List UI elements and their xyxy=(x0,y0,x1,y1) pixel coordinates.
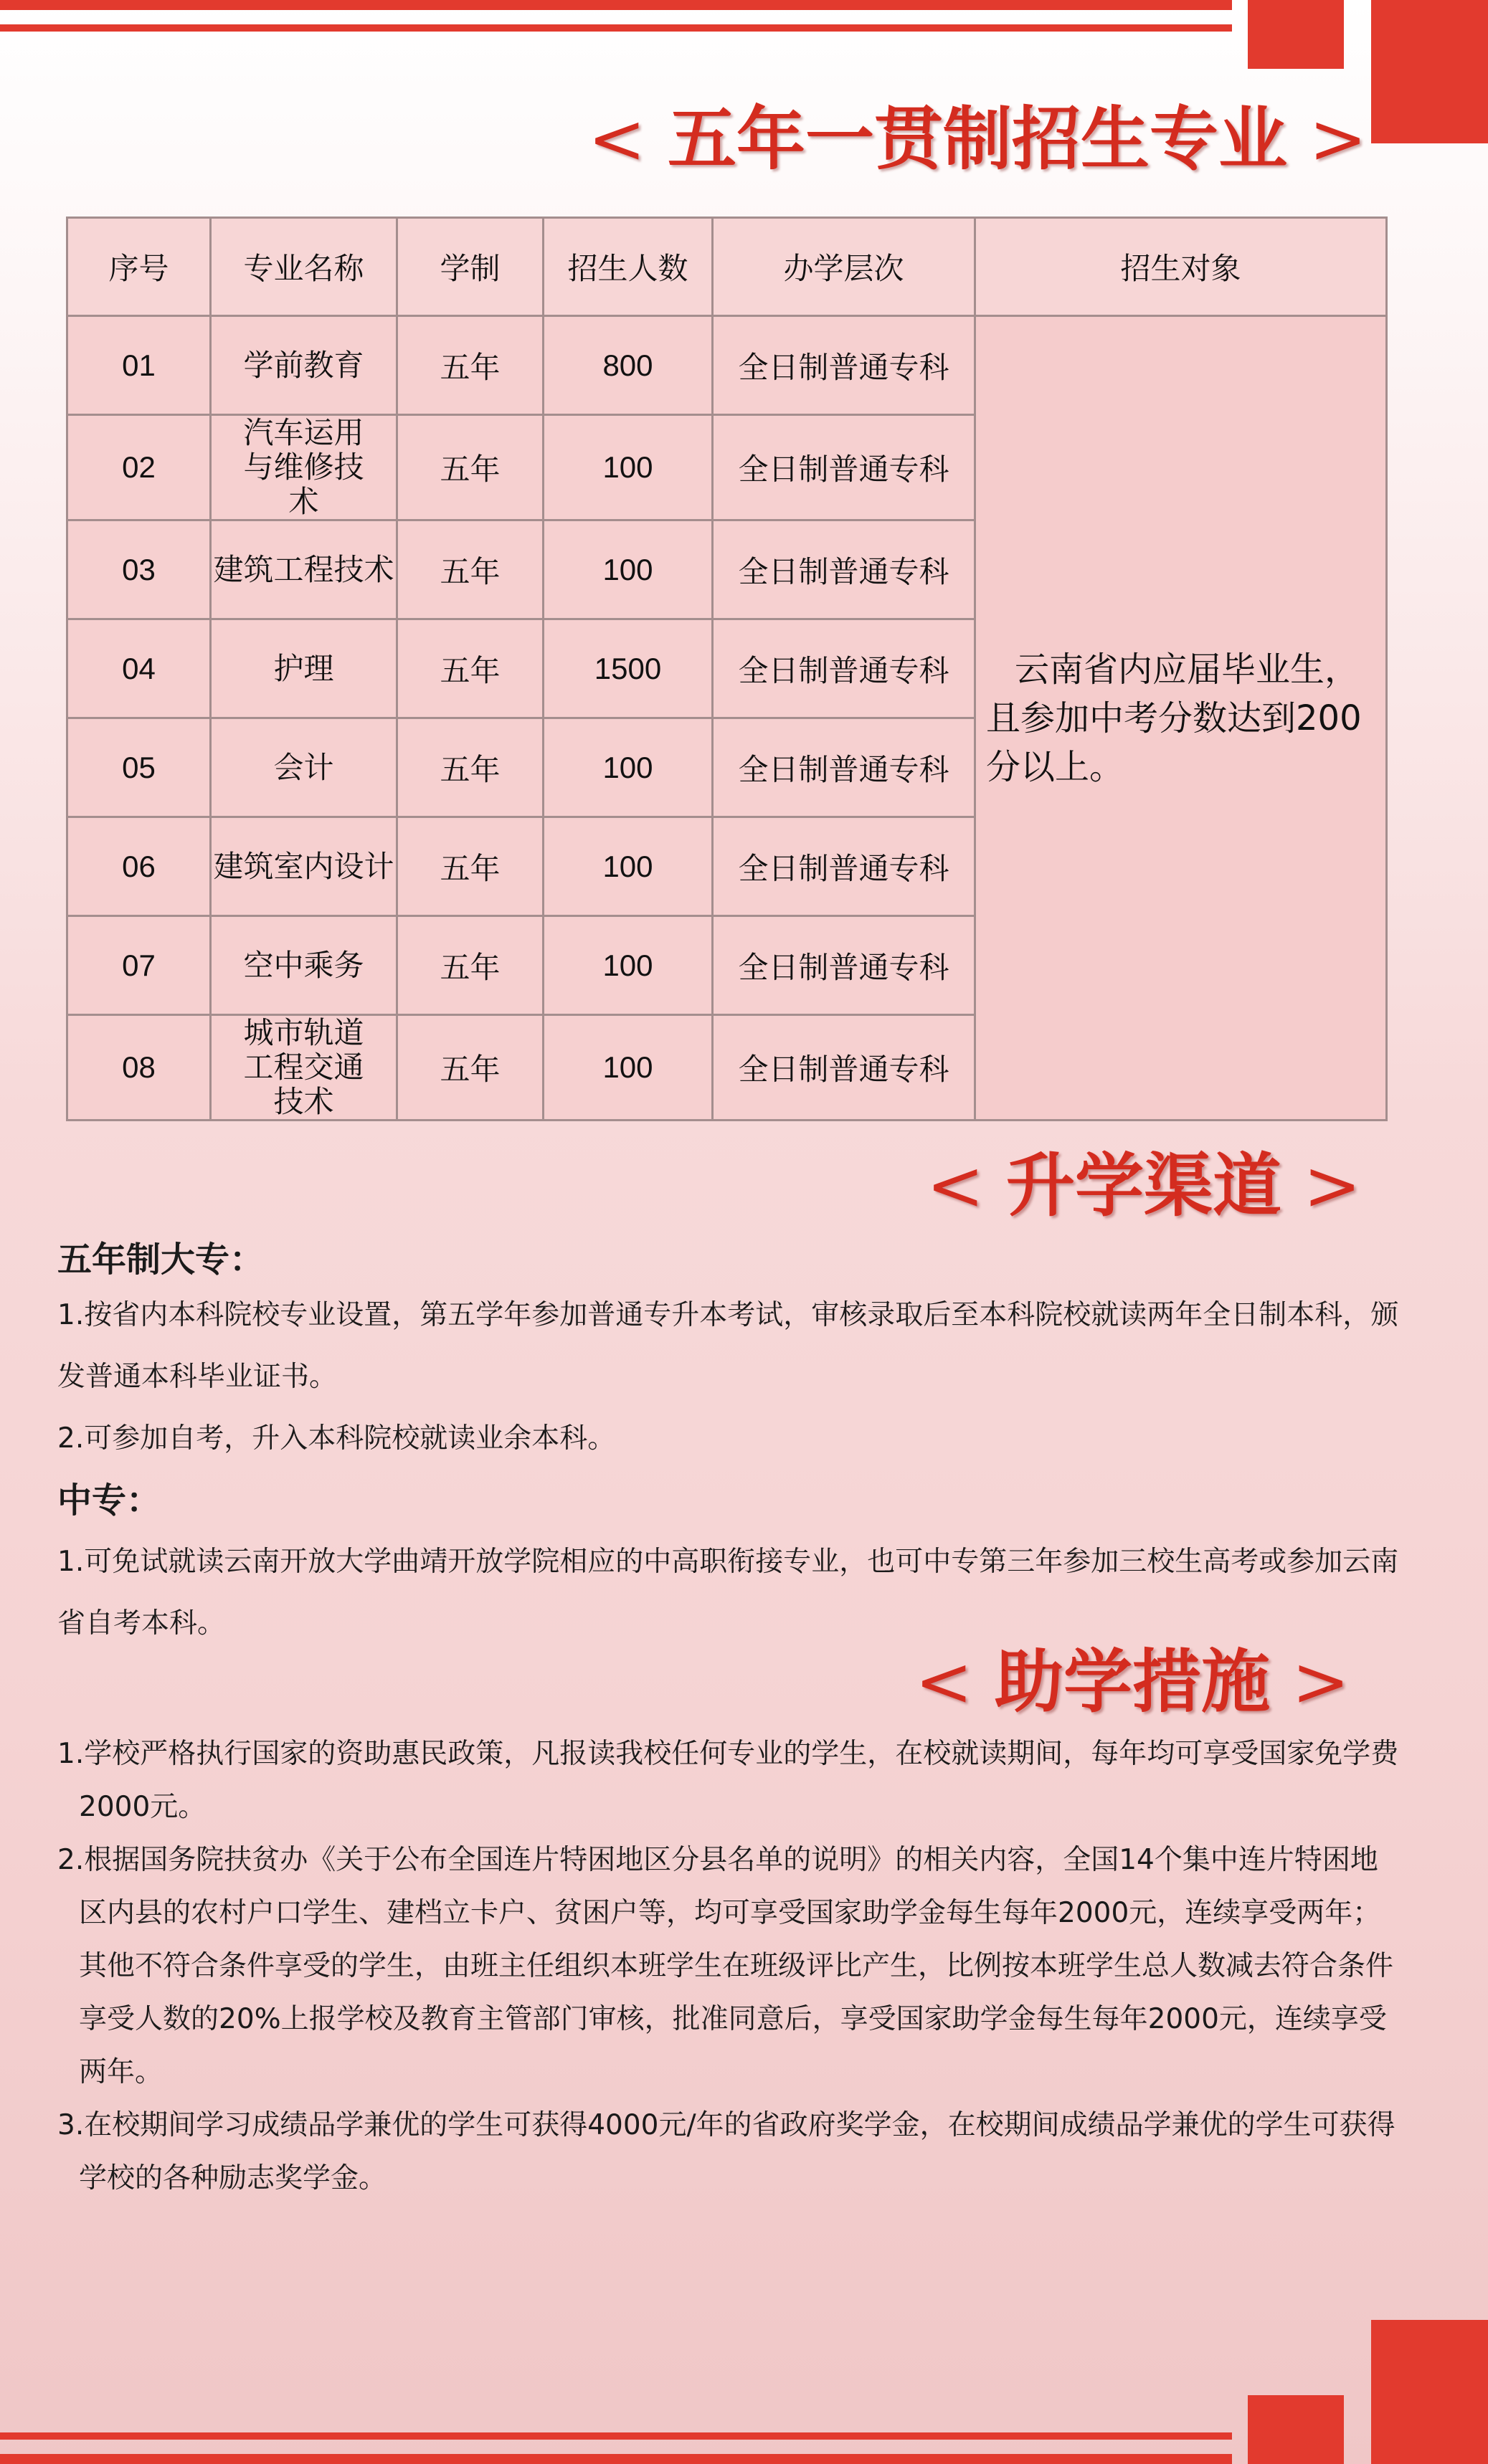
cell-name: 会计 xyxy=(211,718,397,817)
secondary-item: 1.可免试就读云南开放大学曲靖开放学院相应的中高职衔接专业，也可中专第三年参加三校生高考或参加云南省自考本科。 xyxy=(57,1546,1399,1640)
cell-years: 五年 xyxy=(397,316,544,415)
cell-no: 05 xyxy=(67,718,211,817)
cell-count: 800 xyxy=(544,316,713,415)
cell-no: 01 xyxy=(67,316,211,415)
pathway-section xyxy=(57,1235,1420,1655)
cell-count: 100 xyxy=(544,817,713,916)
cell-count: 100 xyxy=(544,520,713,619)
cell-target: 云南省内应届毕业生，且参加中考分数达到200分以上。 xyxy=(975,316,1387,1121)
top-square-large xyxy=(1371,0,1488,143)
header-count: 招生人数 xyxy=(544,218,713,316)
cell-level: 全日制普通专科 xyxy=(713,817,975,916)
cell-no: 07 xyxy=(67,916,211,1015)
bottom-square-small xyxy=(1248,2395,1344,2464)
header-no: 序号 xyxy=(67,218,211,316)
bottom-stripe-thick xyxy=(0,2454,1232,2464)
cell-name: 建筑工程技术 xyxy=(211,520,397,619)
table-row xyxy=(67,316,1387,415)
bottom-stripe-thin xyxy=(0,2432,1232,2440)
cell-level: 全日制普通专科 xyxy=(713,1015,975,1121)
top-stripe-thick xyxy=(0,0,1232,10)
cell-no: 04 xyxy=(67,619,211,718)
cell-name: 空中乘务 xyxy=(211,916,397,1015)
five-year-heading: 五年制大专： xyxy=(57,1240,265,1280)
cell-no: 06 xyxy=(67,817,211,916)
cell-count: 100 xyxy=(544,718,713,817)
cell-level: 全日制普通专科 xyxy=(713,415,975,520)
cell-name: 学前教育 xyxy=(211,316,397,415)
cell-name: 建筑室内设计 xyxy=(211,817,397,916)
five-year-item: 1.按省内本科院校专业设置，第五学年参加普通专升本考试，审核录取后至本科院校就读两年全日制本科，颁发普通本科毕业证书。 xyxy=(57,1299,1399,1393)
cell-name: 汽车运用与维修技术 xyxy=(211,415,397,520)
aid-item: 3.在校期间学习成绩品学兼优的学生可获得4000元/年的省政府奖学金，在校期间成绩品学兼优的学生可获得学校的各种励志奖学金。 xyxy=(57,2109,1395,2194)
cell-level: 全日制普通专科 xyxy=(713,619,975,718)
aid-title-text: 助学措施 xyxy=(994,1641,1270,1722)
header-years: 学制 xyxy=(397,218,544,316)
cell-name: 城市轨道工程交通技术 xyxy=(211,1015,397,1121)
top-square-small xyxy=(1248,0,1344,69)
cell-years: 五年 xyxy=(397,817,544,916)
cell-name: 护理 xyxy=(211,619,397,718)
top-stripe-thin xyxy=(0,24,1232,32)
cell-count: 100 xyxy=(544,1015,713,1121)
cell-years: 五年 xyxy=(397,520,544,619)
cell-years: 五年 xyxy=(397,1015,544,1121)
enroll-section-title: < 五年一贯制招生专业 > xyxy=(588,98,1367,179)
enrollment-table xyxy=(66,217,1388,1121)
enroll-title-text: 五年一贯制招生专业 xyxy=(667,98,1287,179)
cell-no: 02 xyxy=(67,415,211,520)
cell-level: 全日制普通专科 xyxy=(713,520,975,619)
cell-count: 100 xyxy=(544,415,713,520)
pathway-section-title: < 升学渠道 > xyxy=(927,1145,1361,1226)
aid-item: 2.根据国务院扶贫办《关于公布全国连片特困地区分县名单的说明》的相关内容，全国14个集中连片特困地区内县的农村户口学生、建档立卡户、贫困户等，均可享受国家助学金每生每年2000元，连续享受两年；其他不符合条件享受的学生，由班主任组织本班学生在班级评比产生，比例按本班学生总人数减去符合条件享受人数的20%上报学校及教育主管部门审核，批准同意后，享受国家助学金每生每年2000元，连续享受两年。 xyxy=(57,1844,1394,2088)
cell-no: 03 xyxy=(67,520,211,619)
secondary-heading: 中专： xyxy=(57,1480,161,1521)
cell-years: 五年 xyxy=(397,415,544,520)
table-header-row xyxy=(67,218,1387,316)
cell-no: 08 xyxy=(67,1015,211,1121)
aid-section-title: < 助学措施 > xyxy=(915,1641,1350,1722)
cell-count: 1500 xyxy=(544,619,713,718)
aid-section xyxy=(57,1728,1406,2205)
aid-item: 1.学校严格执行国家的资助惠民政策，凡报读我校任何专业的学生，在校就读期间，每年均可享受国家免学费2000元。 xyxy=(57,1738,1399,1823)
cell-level: 全日制普通专科 xyxy=(713,718,975,817)
header-target: 招生对象 xyxy=(975,218,1387,316)
cell-years: 五年 xyxy=(397,916,544,1015)
five-year-item: 2.可参加自考，升入本科院校就读业余本科。 xyxy=(57,1422,616,1455)
cell-count: 100 xyxy=(544,916,713,1015)
bottom-square-large xyxy=(1371,2320,1488,2464)
header-level: 办学层次 xyxy=(713,218,975,316)
cell-years: 五年 xyxy=(397,718,544,817)
cell-years: 五年 xyxy=(397,619,544,718)
header-name: 专业名称 xyxy=(211,218,397,316)
pathway-title-text: 升学渠道 xyxy=(1005,1145,1281,1226)
cell-level: 全日制普通专科 xyxy=(713,916,975,1015)
cell-level: 全日制普通专科 xyxy=(713,316,975,415)
